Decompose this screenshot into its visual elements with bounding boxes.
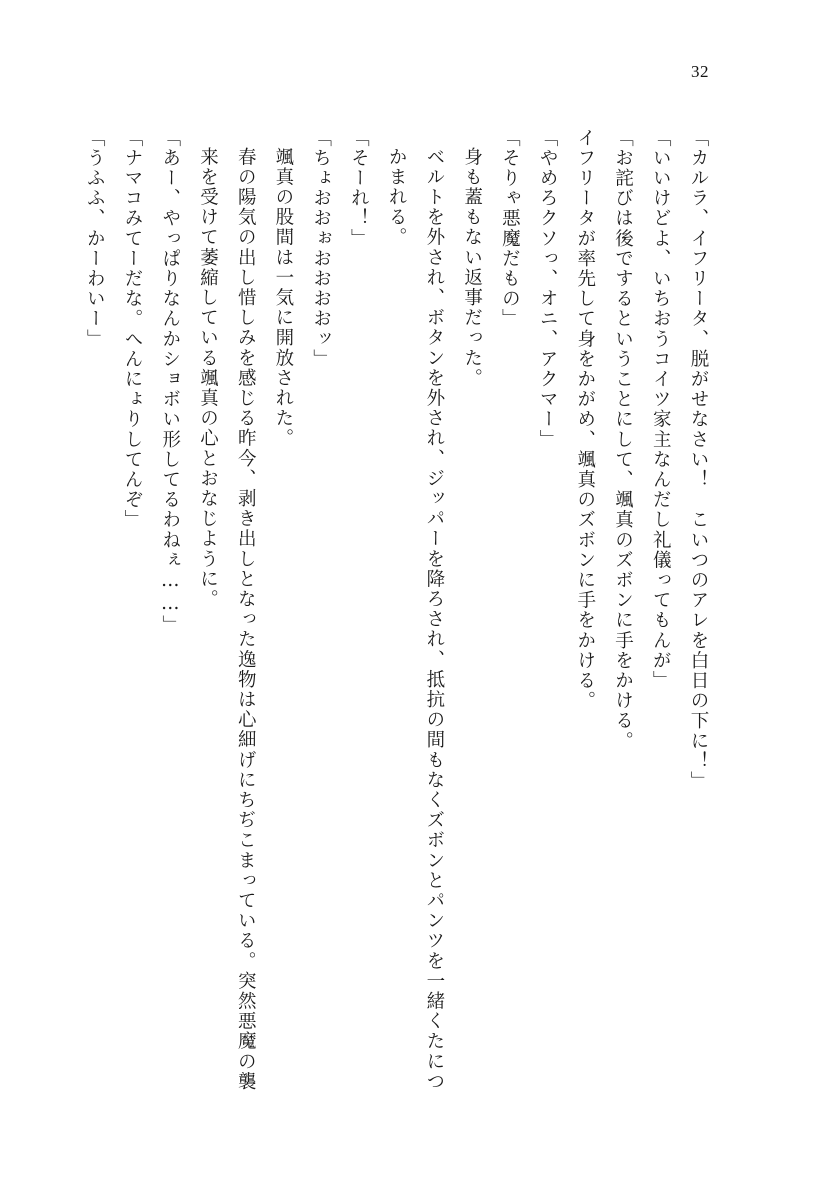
paragraph: 身も蓋もない返事だった。	[461, 147, 483, 389]
paragraph: 「うふふ、かーわいー」	[84, 128, 106, 350]
paragraph: 「そーれ！」	[348, 128, 370, 249]
paragraph: 「お詫びは後でするということにして、颯真のズボンに手をかける。	[612, 128, 634, 752]
paragraph: 「あー、やっぱりなんかショボい形してるわねぇ……」	[159, 128, 181, 636]
paragraph: 「やめろクソっ、オニ、アクマー」	[537, 128, 559, 450]
paragraph: 春の陽気の出し惜しみを感じる昨今、剥き出しとなった逸物は心細げにちぢこまっている。突然悪魔の襲来を受けて萎縮している颯真の心とおなじように。	[197, 147, 257, 1092]
paragraph: 「そりゃ悪魔だもの」	[499, 128, 521, 329]
paragraph: ベルトを外され、ボタンを外され、ジッパーを降ろされ、抵抗の間もなくズボンとパンツを一緒くたにつかまれる。	[386, 147, 445, 1092]
paragraph: イフリータが率先して身をかがめ、颯真のズボンに手をかける。	[574, 128, 596, 711]
paragraph: 「ナマコみてーだな。へんにょりしてんぞ」	[121, 128, 143, 530]
paragraph: 「いいけどよ、いちおうコイツ家主なんだし礼儀ってもんが」	[650, 128, 672, 691]
page-number: 32	[691, 62, 709, 81]
paragraph: 「カルラ、イフリータ、脱がせなさい！ こいつのアレを白日の下に！」	[688, 128, 709, 792]
paragraph: 颯真の股間は一気に開放された。	[272, 147, 294, 449]
paragraph: 「ちょおおぉおおおおッ」	[310, 128, 332, 370]
page-text-body	[84, 128, 717, 1092]
